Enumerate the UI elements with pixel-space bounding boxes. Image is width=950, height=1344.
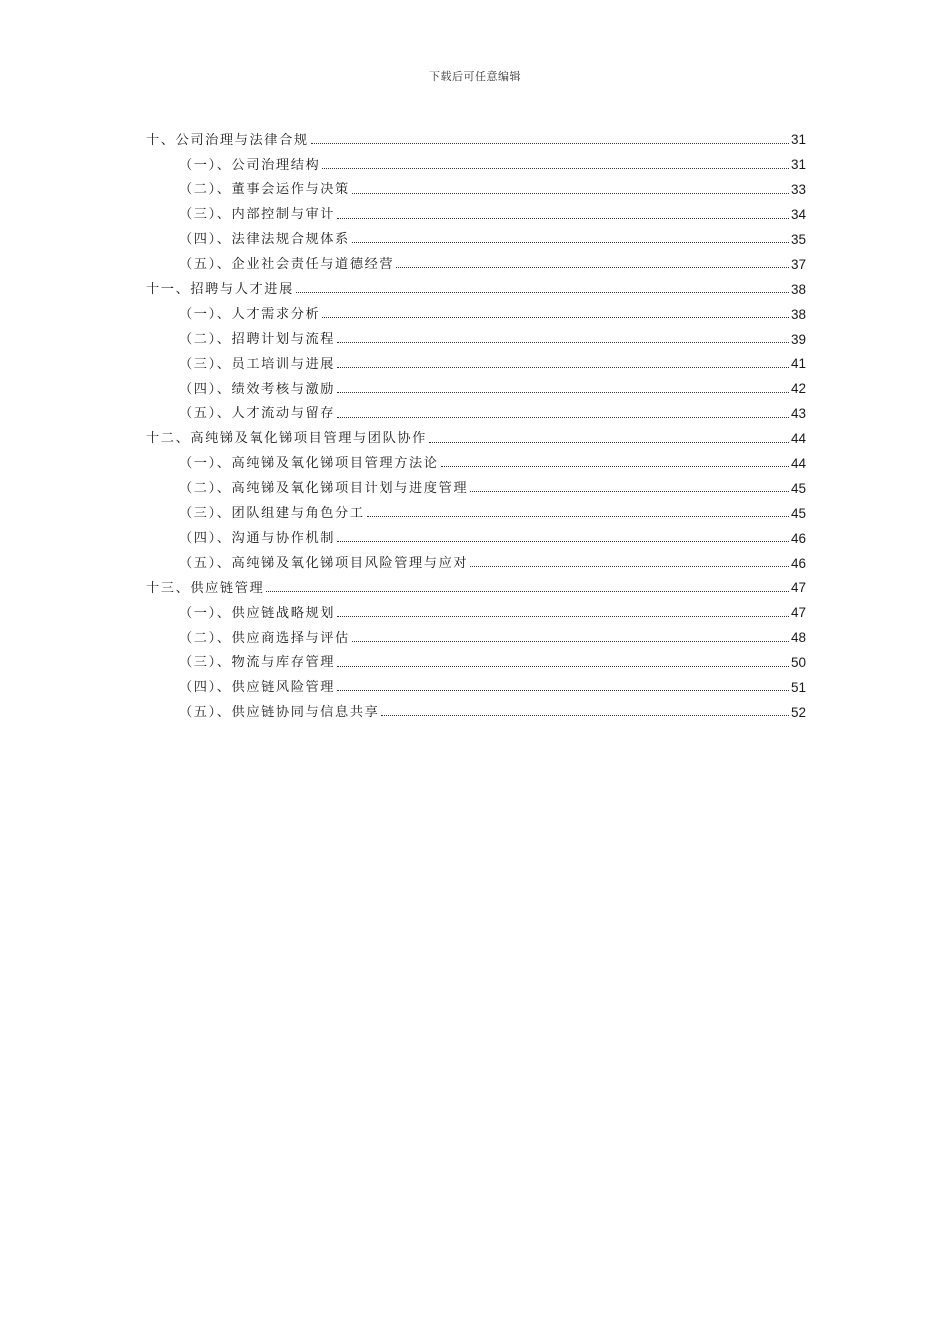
toc-entry-title: （四）、绩效考核与激励 <box>179 381 336 397</box>
toc-section-entry[interactable] <box>146 449 806 474</box>
toc-chapter-entry[interactable] <box>146 125 806 150</box>
toc-entry-page-number: 44 <box>790 455 806 471</box>
toc-section-entry[interactable] <box>146 175 806 200</box>
toc-entry-page-number: 35 <box>790 231 806 247</box>
toc-entry-page-number: 34 <box>790 207 806 223</box>
toc-dot-leader <box>337 417 789 418</box>
toc-entry-title: 十三、供应链管理 <box>146 580 265 596</box>
toc-section-entry[interactable] <box>146 523 806 548</box>
toc-dot-leader <box>396 267 789 268</box>
toc-dot-leader <box>337 690 789 691</box>
toc-entry-title: （四）、沟通与协作机制 <box>179 530 336 546</box>
toc-entry-title: （一）、供应链战略规划 <box>179 605 336 621</box>
toc-entry-page-number: 46 <box>790 530 806 546</box>
toc-dot-leader <box>352 242 789 243</box>
toc-dot-leader <box>429 442 789 443</box>
toc-section-entry[interactable] <box>146 648 806 673</box>
toc-entry-title: （二）、供应商选择与评估 <box>179 630 350 646</box>
toc-dot-leader <box>337 342 789 343</box>
toc-entry-page-number: 50 <box>790 655 806 671</box>
toc-section-entry[interactable] <box>146 399 806 424</box>
toc-section-entry[interactable] <box>146 324 806 349</box>
toc-entry-page-number: 44 <box>790 431 806 447</box>
toc-dot-leader <box>337 666 789 667</box>
toc-section-entry[interactable] <box>146 299 806 324</box>
toc-entry-page-number: 43 <box>790 406 806 422</box>
toc-dot-leader <box>352 193 789 194</box>
toc-chapter-entry[interactable] <box>146 573 806 598</box>
toc-entry-page-number: 42 <box>790 381 806 397</box>
toc-dot-leader <box>337 367 789 368</box>
toc-entry-title: （五）、供应链协同与信息共享 <box>179 705 380 721</box>
toc-section-entry[interactable] <box>146 697 806 722</box>
toc-dot-leader <box>266 591 789 592</box>
toc-entry-page-number: 31 <box>790 157 806 173</box>
toc-entry-page-number: 41 <box>790 356 806 372</box>
toc-section-entry[interactable] <box>146 200 806 225</box>
toc-section-entry[interactable] <box>146 623 806 648</box>
toc-dot-leader <box>296 292 789 293</box>
toc-dot-leader <box>322 168 789 169</box>
toc-dot-leader <box>311 143 789 144</box>
toc-chapter-entry[interactable] <box>146 274 806 299</box>
toc-dot-leader <box>441 466 789 467</box>
toc-entry-title: 十二、高纯锑及氧化锑项目管理与团队协作 <box>146 431 427 447</box>
toc-entry-page-number: 39 <box>790 331 806 347</box>
toc-entry-page-number: 47 <box>790 580 806 596</box>
toc-section-entry[interactable] <box>146 150 806 175</box>
toc-entry-title: （二）、高纯锑及氧化锑项目计划与进度管理 <box>179 481 469 497</box>
toc-dot-leader <box>337 392 789 393</box>
toc-dot-leader <box>337 616 789 617</box>
toc-entry-page-number: 38 <box>790 281 806 297</box>
toc-entry-title: （一）、公司治理结构 <box>179 157 321 173</box>
toc-entry-page-number: 51 <box>790 679 806 695</box>
toc-entry-page-number: 33 <box>790 182 806 198</box>
toc-entry-title: （一）、人才需求分析 <box>179 306 321 322</box>
toc-section-entry[interactable] <box>146 473 806 498</box>
toc-entry-page-number: 47 <box>790 605 806 621</box>
toc-entry-title: （二）、招聘计划与流程 <box>179 331 336 347</box>
toc-section-entry[interactable] <box>146 225 806 250</box>
page-header: 下载后可任意编辑 <box>429 70 521 83</box>
toc-section-entry[interactable] <box>146 548 806 573</box>
toc-entry-title: 十一、招聘与人才进展 <box>146 282 294 298</box>
toc-entry-title: 十、公司治理与法律合规 <box>146 132 309 148</box>
toc-dot-leader <box>322 317 789 318</box>
toc-entry-title: （三）、员工培训与进展 <box>179 356 336 372</box>
toc-section-entry[interactable] <box>146 349 806 374</box>
toc-entry-title: （四）、供应链风险管理 <box>179 680 336 696</box>
toc-entry-title: （四）、法律法规合规体系 <box>179 232 350 248</box>
toc-entry-page-number: 46 <box>790 555 806 571</box>
toc-entry-title: （五）、高纯锑及氧化锑项目风险管理与应对 <box>179 555 469 571</box>
toc-dot-leader <box>337 218 789 219</box>
toc-entry-title: （五）、企业社会责任与道德经营 <box>179 257 395 273</box>
toc-dot-leader <box>352 641 789 642</box>
toc-dot-leader <box>470 566 789 567</box>
toc-entry-title: （二）、董事会运作与决策 <box>179 182 350 198</box>
toc-section-entry[interactable] <box>146 374 806 399</box>
toc-dot-leader <box>337 541 789 542</box>
toc-entry-title: （一）、高纯锑及氧化锑项目管理方法论 <box>179 456 439 472</box>
table-of-contents <box>146 125 806 722</box>
toc-dot-leader <box>470 491 789 492</box>
toc-dot-leader <box>367 516 789 517</box>
toc-chapter-entry[interactable] <box>146 424 806 449</box>
toc-section-entry[interactable] <box>146 598 806 623</box>
toc-entry-page-number: 38 <box>790 306 806 322</box>
toc-dot-leader <box>381 715 789 716</box>
toc-entry-title: （三）、物流与库存管理 <box>179 655 336 671</box>
toc-section-entry[interactable] <box>146 673 806 698</box>
toc-entry-title: （三）、团队组建与角色分工 <box>179 506 365 522</box>
toc-entry-title: （五）、人才流动与留存 <box>179 406 336 422</box>
toc-section-entry[interactable] <box>146 249 806 274</box>
toc-entry-page-number: 31 <box>790 132 806 148</box>
toc-entry-page-number: 37 <box>790 256 806 272</box>
toc-section-entry[interactable] <box>146 498 806 523</box>
toc-entry-page-number: 45 <box>790 505 806 521</box>
toc-entry-title: （三）、内部控制与审计 <box>179 207 336 223</box>
toc-entry-page-number: 52 <box>790 704 806 720</box>
toc-entry-page-number: 45 <box>790 480 806 496</box>
toc-entry-page-number: 48 <box>790 630 806 646</box>
